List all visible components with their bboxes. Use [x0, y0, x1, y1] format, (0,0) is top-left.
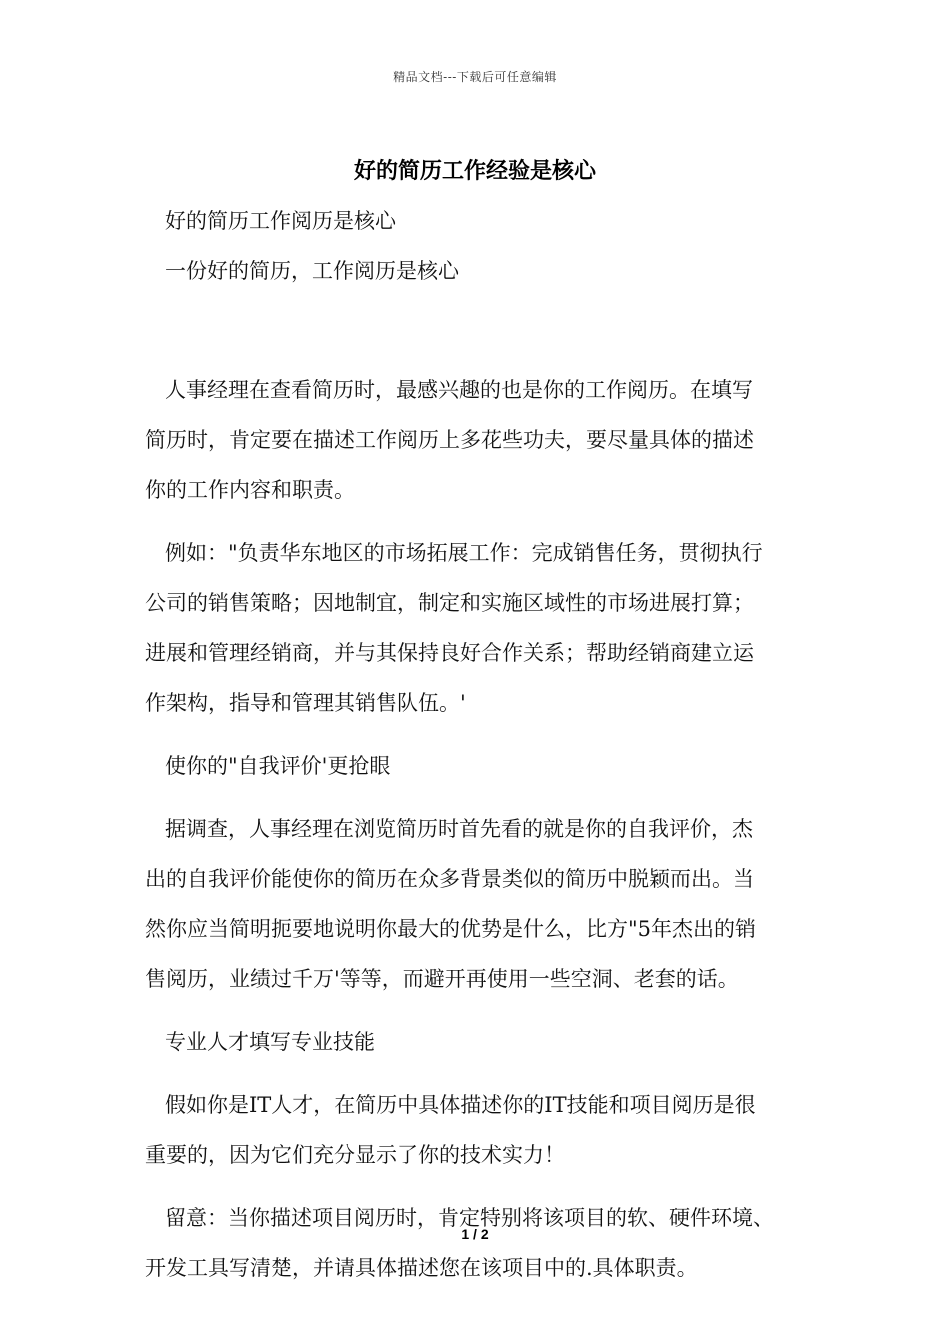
paragraph [145, 804, 810, 1004]
paragraph [145, 365, 810, 515]
paragraph-line: 例如："负责华东地区的市场拓展工作：完成销售任务，贯彻执行 [165, 541, 763, 565]
section-heading [145, 741, 810, 791]
paragraph-line: 据调查，人事经理在浏览简历时首先看的就是你的自我评价，杰 [165, 817, 753, 841]
page-number: 1 / 2 [461, 1226, 489, 1242]
paragraph-line: 假如你是IT人才，在简历中具体描述你的IT技能和项目阅历是很 [165, 1093, 756, 1117]
paragraph-line: 开发工具写清楚，并请具体描述您在该项目中的.具体职责。 [145, 1256, 698, 1280]
paragraph-line: 然你应当简明扼要地说明你最大的优势是什么，比方"5年杰出的销 [145, 917, 757, 941]
document-body [145, 203, 810, 1306]
paragraph-line: 使你的"自我评价'更抢眼 [165, 754, 391, 778]
intro-line: 一份好的简历，工作阅历是核心 [165, 259, 459, 283]
paragraph-line: 简历时，肯定要在描述工作阅历上多花些功夫，要尽量具体的描述 [145, 428, 754, 452]
intro-line: 好的简历工作阅历是核心 [165, 209, 396, 233]
paragraph-line: 作架构，指导和管理其销售队伍。' [145, 691, 466, 715]
paragraph [145, 528, 810, 728]
section-heading [145, 1017, 810, 1067]
paragraph-line: 进展和管理经销商，并与其保持良好合作关系；帮助经销商建立运 [145, 641, 754, 665]
paragraph-line: 公司的销售策略；因地制宜，制定和实施区域性的市场进展打算； [145, 591, 754, 615]
paragraph [145, 1193, 810, 1293]
paragraph-line: 你的工作内容和职责。 [145, 478, 355, 502]
paragraph-line: 专业人才填写专业技能 [165, 1030, 375, 1054]
paragraph-line: 重要的，因为它们充分显示了你的技术实力！ [145, 1143, 565, 1167]
paragraph-line: 留意：当你描述项目阅历时，肯定特别将该项目的软、硬件环境、 [165, 1206, 774, 1230]
paragraph-line: 售阅历，业绩过千万'等等，而避开再使用一些空洞、老套的话。 [145, 967, 739, 991]
paragraph [145, 1080, 810, 1180]
page-header: 精品文档---下载后可任意编辑 [393, 70, 557, 84]
paragraph-line: 出的自我评价能使你的简历在众多背景类似的简历中脱颖而出。当 [145, 867, 754, 891]
paragraph-line: 人事经理在查看简历时，最感兴趣的也是你的工作阅历。在填写 [165, 378, 753, 402]
document-title: 好的简历工作经验是核心 [353, 158, 596, 184]
